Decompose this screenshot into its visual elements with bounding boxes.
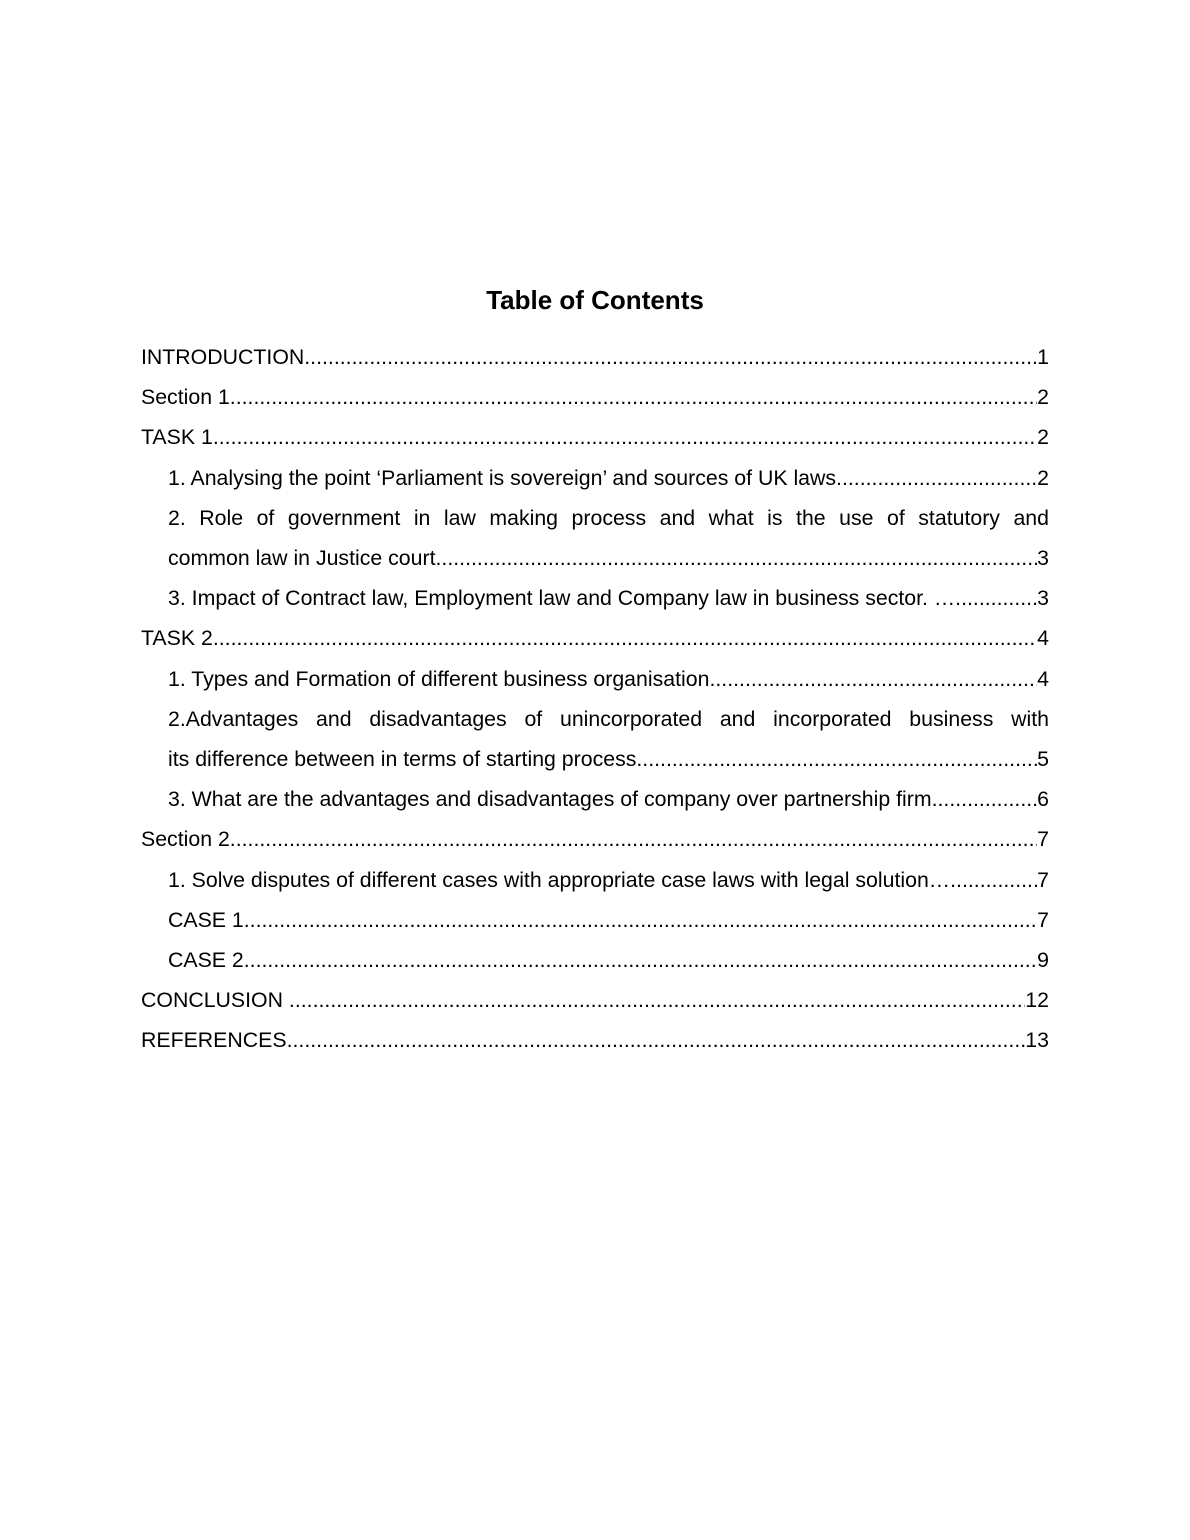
- toc-entry-task-2-item-1[interactable]: [141, 659, 1049, 699]
- toc-entry-label-line-1: 2. Role of government in law making process and what is the use of statutory and: [168, 505, 1049, 530]
- toc-entry-case-1[interactable]: [141, 900, 1049, 940]
- toc-entry-case-2[interactable]: [141, 940, 1049, 980]
- toc-entry-section-1[interactable]: [141, 377, 1049, 417]
- toc-page-number: 3: [1037, 586, 1049, 611]
- dot-leader: [230, 819, 1037, 859]
- dot-leader: [287, 1020, 1026, 1060]
- toc-page-number: 4: [1037, 666, 1049, 691]
- toc-entry-task-1-item-1[interactable]: [141, 458, 1049, 498]
- toc-entry-task-2[interactable]: [141, 618, 1049, 658]
- toc-page-number: 4: [1037, 626, 1049, 651]
- dot-leader: [709, 659, 1037, 699]
- toc-page-number: 6: [1037, 787, 1049, 812]
- dot-leader: [441, 538, 1037, 578]
- toc-entry-label: TASK 1: [141, 425, 213, 450]
- toc-entry-label: 3. What are the advantages and disadvantages of company over partnership firm: [168, 787, 932, 812]
- toc-page-number: 7: [1037, 867, 1049, 892]
- toc-page-number: 7: [1037, 827, 1049, 852]
- toc-entry-task-2-item-3[interactable]: [141, 779, 1049, 819]
- toc-entry-label: CASE 1: [168, 907, 244, 932]
- toc-entry-label-line-2: its difference between in terms of starting process.: [168, 747, 643, 772]
- dot-leader: [244, 900, 1037, 940]
- toc-entry-label: Section 2: [141, 827, 230, 852]
- toc-entry-section-2-item-1[interactable]: [141, 860, 1049, 900]
- toc-entry-label: TASK 2: [141, 626, 213, 651]
- dot-leader: [289, 980, 1025, 1020]
- dot-leader: [244, 940, 1037, 980]
- toc-entry-label-line-1: 2.Advantages and disadvantages of unincorporated and incorporated business with: [168, 706, 1049, 731]
- toc-list: [141, 337, 1049, 1061]
- toc-entry-section-2[interactable]: [141, 819, 1049, 859]
- toc-entry-label-line-2: common law in Justice court.: [168, 546, 442, 571]
- toc-page-number: 2: [1037, 425, 1049, 450]
- toc-title: Table of Contents: [486, 285, 704, 315]
- toc-page-number: 12: [1025, 988, 1049, 1013]
- dot-leader: [304, 337, 1037, 377]
- dot-leader: [842, 458, 1037, 498]
- toc-entry-label: REFERENCES: [141, 1028, 287, 1053]
- toc-entry-conclusion[interactable]: [141, 980, 1049, 1020]
- toc-entry-task-1-item-3[interactable]: [141, 578, 1049, 618]
- toc-entry-introduction[interactable]: [141, 337, 1049, 377]
- toc-entry-label: 1. Types and Formation of different business organisation: [168, 666, 710, 691]
- toc-entry-task-2-item-2[interactable]: [141, 699, 1049, 779]
- toc-page-number: 9: [1037, 948, 1049, 973]
- toc-entry-label: CONCLUSION: [141, 988, 289, 1013]
- toc-entry-label: Section 1: [141, 385, 230, 410]
- dot-leader: [213, 618, 1037, 658]
- toc-entry-label: 3. Impact of Contract law, Employment law and Company law in business sector. …: [168, 586, 956, 611]
- toc-entry-references[interactable]: [141, 1020, 1049, 1060]
- dot-leader: [950, 860, 1037, 900]
- toc-page-number: 5: [1037, 747, 1049, 772]
- toc-entry-task-1[interactable]: [141, 417, 1049, 457]
- toc-entry-task-1-item-2[interactable]: [141, 498, 1049, 578]
- toc-page-number: 7: [1037, 907, 1049, 932]
- toc-entry-label: 1. Analysing the point ‘Parliament is sovereign’ and sources of UK laws.: [168, 465, 842, 490]
- toc-entry-label: 1. Solve disputes of different cases with appropriate case laws with legal solution…: [168, 867, 951, 892]
- dot-leader: [642, 739, 1037, 779]
- dot-leader: [932, 779, 1038, 819]
- toc-page-number: 3: [1037, 546, 1049, 571]
- toc-page-number: 2: [1037, 385, 1049, 410]
- toc-entry-label: CASE 2: [168, 948, 244, 973]
- toc-entry-line-2: [168, 739, 1049, 779]
- toc-entry-line-2: [168, 538, 1049, 578]
- dot-leader: [230, 377, 1037, 417]
- toc-page-number: 2: [1037, 465, 1049, 490]
- toc-page-number: 13: [1025, 1028, 1049, 1053]
- dot-leader: [213, 417, 1037, 457]
- toc-page-number: 1: [1037, 345, 1049, 369]
- toc-entry-label: INTRODUCTION: [141, 345, 305, 369]
- dot-leader: [955, 578, 1037, 618]
